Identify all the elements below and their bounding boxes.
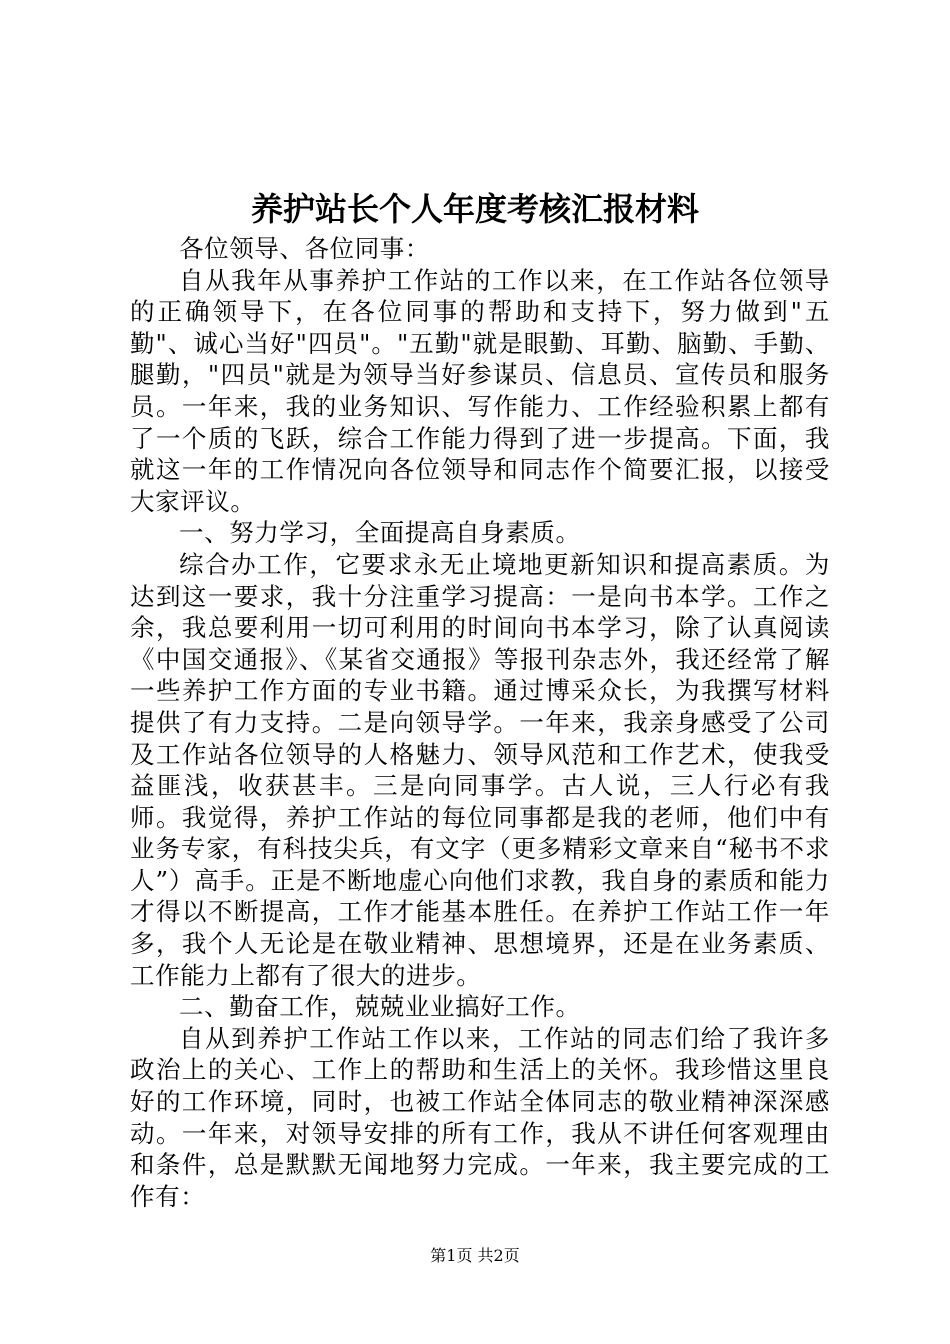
intro-paragraph: 自从我年从事养护工作站的工作以来，在工作站各位领导的正确领导下，在各位同事的帮助和支持下，努力做到"五勤"、诚心当好"四员"。"五勤"就是眼勤、耳勤、脑勤、手勤、腿勤，"四员"就是为领导当好参谋员、信息员、宣传员和服务员。一年来，我的业务知识、写作能力、工作经验积累上都有了一个质的飞跃，综合工作能力得到了进一步提高。下面，我就这一年的工作情况向各位领导和同志作个简要汇报，以接受大家评议。: [130, 265, 830, 516]
document-title: 养护站长个人年度考核汇报材料: [250, 190, 699, 228]
section-heading-2: 二、勤奋工作，兢兢业业搞好工作。: [179, 992, 581, 1022]
page-footer: 第1页 共2页: [430, 1246, 520, 1265]
work-paragraph: 自从到养护工作站工作以来，工作站的同志们给了我许多政治上的关心、工作上的帮助和生活上的关怀。我珍惜这里良好的工作环境，同时，也被工作站全体同志的敬业精神深深感动。一年来，对领导安排的所有工作，我从不讲任何客观理由和条件，总是默默无闻地努力完成。一年来，我主要完成的工作有：: [130, 1023, 830, 1211]
section-heading-1: 一、努力学习，全面提高自身素质。: [179, 518, 581, 548]
study-paragraph: 综合办工作，它要求永无止境地更新知识和提高素质。为达到这一要求，我十分注重学习提高：一是向书本学。工作之余，我总要利用一切可利用的时间向书本学习，除了认真阅读《中国交通报》、《某省交通报》等报刊杂志外，我还经常了解一些养护工作方面的专业书籍。通过博采众长，为我撰写材料提供了有力支持。二是向领导学。一年来，我亲身感受了公司及工作站各位领导的人格魅力、领导风范和工作艺术，使我受益匪浅，收获甚丰。三是向同事学。古人说，三人行必有我师。我觉得，养护工作站的每位同事都是我的老师，他们中有业务专家，有科技尖兵，有文字（更多精彩文章来自“秘书不求人”）高手。正是不断地虚心向他们求教，我自身的素质和能力才得以不断提高，工作才能基本胜任。在养护工作站工作一年多，我个人无论是在敬业精神、思想境界，还是在业务素质、工作能力上都有了很大的进步。: [130, 549, 830, 990]
greeting-paragraph: 各位领导、各位同事：: [179, 234, 430, 263]
document-body: [130, 233, 830, 1212]
